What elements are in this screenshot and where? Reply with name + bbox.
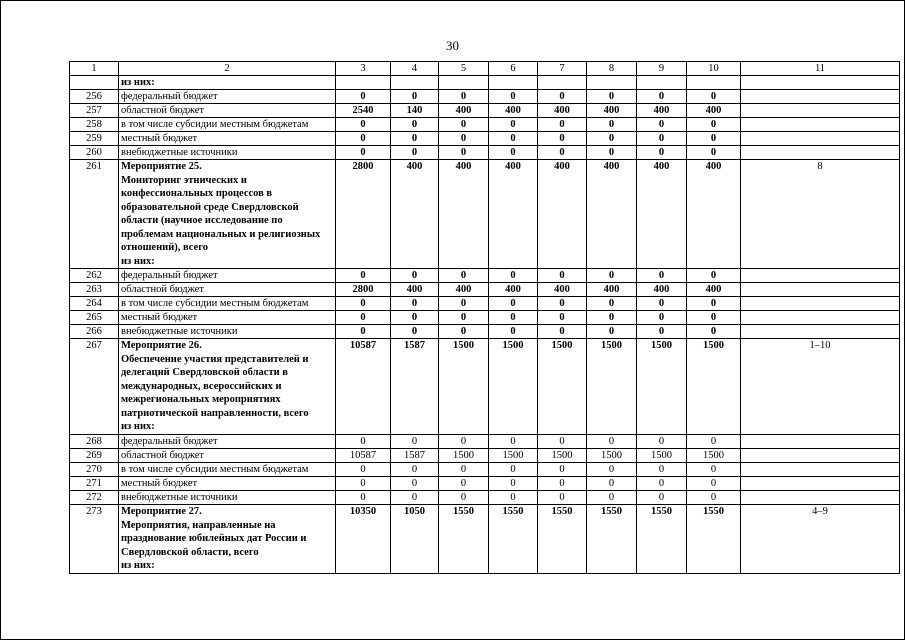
target-indicator-cell bbox=[741, 118, 900, 132]
row-number: 257 bbox=[70, 104, 119, 118]
year-value-cell: 0 bbox=[587, 297, 637, 311]
year-value-cell: 0 bbox=[336, 269, 391, 283]
year-value-cell: 400 bbox=[587, 160, 637, 269]
target-indicator-cell: 4–9 bbox=[741, 505, 900, 574]
year-value-cell: 0 bbox=[587, 435, 637, 449]
column-header: 7 bbox=[538, 62, 587, 76]
target-indicator-cell bbox=[741, 297, 900, 311]
year-value-cell: 0 bbox=[489, 311, 538, 325]
year-value-cell: 400 bbox=[637, 283, 687, 297]
year-value-cell: 400 bbox=[538, 283, 587, 297]
year-value-cell: 400 bbox=[489, 283, 538, 297]
row-number: 262 bbox=[70, 269, 119, 283]
column-header: 11 bbox=[741, 62, 900, 76]
table-row bbox=[70, 269, 900, 283]
row-name: в том числе субсидии местным бюджетам bbox=[119, 463, 336, 477]
year-value-cell: 0 bbox=[439, 491, 489, 505]
year-value-cell: 400 bbox=[587, 104, 637, 118]
year-value-cell: 0 bbox=[489, 463, 538, 477]
row-number: 263 bbox=[70, 283, 119, 297]
year-value-cell: 1500 bbox=[637, 339, 687, 435]
table-row bbox=[70, 449, 900, 463]
year-value-cell: 0 bbox=[391, 269, 439, 283]
column-header: 9 bbox=[637, 62, 687, 76]
year-value-cell: 400 bbox=[687, 283, 741, 297]
target-indicator-cell bbox=[741, 283, 900, 297]
year-value-cell: 1050 bbox=[391, 505, 439, 574]
year-value-cell: 0 bbox=[336, 146, 391, 160]
row-number: 268 bbox=[70, 435, 119, 449]
year-value-cell: 1500 bbox=[439, 339, 489, 435]
year-value-cell: 0 bbox=[538, 90, 587, 104]
row-name: федеральный бюджет bbox=[119, 90, 336, 104]
row-name: в том числе субсидии местным бюджетам bbox=[119, 118, 336, 132]
column-header: 5 bbox=[439, 62, 489, 76]
year-value-cell: 1500 bbox=[489, 449, 538, 463]
row-name: областной бюджет bbox=[119, 283, 336, 297]
year-value-cell: 0 bbox=[687, 297, 741, 311]
year-value-cell: 0 bbox=[336, 325, 391, 339]
table-row bbox=[70, 132, 900, 146]
year-value-cell: 0 bbox=[637, 269, 687, 283]
year-value-cell: 0 bbox=[637, 477, 687, 491]
year-value-cell: 0 bbox=[587, 477, 637, 491]
year-value-cell: 400 bbox=[538, 104, 587, 118]
budget-table bbox=[69, 61, 900, 574]
year-value-cell: 0 bbox=[687, 146, 741, 160]
year-value-cell: 0 bbox=[538, 325, 587, 339]
column-header: 4 bbox=[391, 62, 439, 76]
row-number: 261 bbox=[70, 160, 119, 269]
year-value-cell: 0 bbox=[687, 325, 741, 339]
year-value-cell: 0 bbox=[391, 146, 439, 160]
table-row bbox=[70, 104, 900, 118]
year-value-cell: 0 bbox=[391, 463, 439, 477]
year-value-cell: 0 bbox=[439, 146, 489, 160]
year-value-cell bbox=[439, 76, 489, 90]
year-value-cell: 1550 bbox=[538, 505, 587, 574]
year-value-cell: 0 bbox=[336, 477, 391, 491]
year-value-cell: 0 bbox=[489, 146, 538, 160]
target-indicator-cell bbox=[741, 146, 900, 160]
year-value-cell: 0 bbox=[391, 325, 439, 339]
year-value-cell: 0 bbox=[637, 132, 687, 146]
row-name: местный бюджет bbox=[119, 311, 336, 325]
year-value-cell: 0 bbox=[336, 491, 391, 505]
year-value-cell: 0 bbox=[489, 118, 538, 132]
year-value-cell: 400 bbox=[687, 160, 741, 269]
column-header: 8 bbox=[587, 62, 637, 76]
row-name: местный бюджет bbox=[119, 132, 336, 146]
row-name: местный бюджет bbox=[119, 477, 336, 491]
year-value-cell: 0 bbox=[336, 118, 391, 132]
year-value-cell: 0 bbox=[587, 90, 637, 104]
row-number: 271 bbox=[70, 477, 119, 491]
year-value-cell: 0 bbox=[489, 132, 538, 146]
year-value-cell bbox=[336, 76, 391, 90]
event-row bbox=[70, 339, 900, 435]
year-value-cell: 0 bbox=[637, 491, 687, 505]
year-value-cell: 0 bbox=[439, 269, 489, 283]
year-value-cell: 0 bbox=[391, 311, 439, 325]
year-value-cell: 0 bbox=[489, 269, 538, 283]
year-value-cell: 1500 bbox=[637, 449, 687, 463]
year-value-cell: 0 bbox=[336, 463, 391, 477]
year-value-cell: 0 bbox=[439, 311, 489, 325]
row-number: 267 bbox=[70, 339, 119, 435]
target-indicator-cell bbox=[741, 311, 900, 325]
year-value-cell: 0 bbox=[637, 118, 687, 132]
year-value-cell: 0 bbox=[439, 132, 489, 146]
year-value-cell bbox=[587, 76, 637, 90]
year-value-cell: 0 bbox=[439, 90, 489, 104]
year-value-cell: 0 bbox=[587, 491, 637, 505]
year-value-cell: 0 bbox=[391, 297, 439, 311]
year-value-cell: 400 bbox=[637, 160, 687, 269]
row-name: федеральный бюджет bbox=[119, 435, 336, 449]
year-value-cell: 0 bbox=[391, 132, 439, 146]
target-indicator-cell bbox=[741, 325, 900, 339]
year-value-cell: 0 bbox=[637, 146, 687, 160]
table-row bbox=[70, 90, 900, 104]
year-value-cell: 0 bbox=[538, 491, 587, 505]
year-value-cell: 0 bbox=[637, 435, 687, 449]
year-value-cell: 0 bbox=[687, 118, 741, 132]
year-value-cell: 400 bbox=[489, 160, 538, 269]
year-value-cell: 1550 bbox=[587, 505, 637, 574]
target-indicator-cell bbox=[741, 491, 900, 505]
year-value-cell: 400 bbox=[439, 283, 489, 297]
row-number: 258 bbox=[70, 118, 119, 132]
year-value-cell: 0 bbox=[439, 118, 489, 132]
year-value-cell: 0 bbox=[538, 118, 587, 132]
year-value-cell: 0 bbox=[587, 146, 637, 160]
table-row bbox=[70, 283, 900, 297]
row-name: из них: bbox=[119, 76, 336, 90]
row-number: 264 bbox=[70, 297, 119, 311]
year-value-cell: 0 bbox=[637, 297, 687, 311]
row-name: Мероприятие 27. Мероприятия, направленные на празднование юбилейных дат России и Свердловской области, всего из них: bbox=[119, 505, 336, 574]
year-value-cell bbox=[538, 76, 587, 90]
year-value-cell: 400 bbox=[538, 160, 587, 269]
year-value-cell: 1500 bbox=[687, 339, 741, 435]
target-indicator-cell: 1–10 bbox=[741, 339, 900, 435]
table-row bbox=[70, 76, 900, 90]
table-header-row bbox=[70, 62, 900, 76]
year-value-cell: 400 bbox=[637, 104, 687, 118]
row-name: Мероприятие 26. Обеспечение участия представителей и делегаций Свердловской области в международных, всероссийских и межрегиональных мероприятиях патриотической направленности, всего из них: bbox=[119, 339, 336, 435]
year-value-cell: 0 bbox=[687, 477, 741, 491]
year-value-cell: 400 bbox=[391, 283, 439, 297]
target-indicator-cell bbox=[741, 132, 900, 146]
row-number: 266 bbox=[70, 325, 119, 339]
year-value-cell: 1500 bbox=[687, 449, 741, 463]
year-value-cell: 1500 bbox=[587, 339, 637, 435]
year-value-cell: 1550 bbox=[637, 505, 687, 574]
year-value-cell: 0 bbox=[391, 435, 439, 449]
year-value-cell: 0 bbox=[538, 132, 587, 146]
year-value-cell: 0 bbox=[336, 311, 391, 325]
target-indicator-cell bbox=[741, 269, 900, 283]
target-indicator-cell bbox=[741, 463, 900, 477]
year-value-cell: 0 bbox=[637, 311, 687, 325]
year-value-cell: 0 bbox=[538, 435, 587, 449]
year-value-cell: 2800 bbox=[336, 283, 391, 297]
target-indicator-cell bbox=[741, 477, 900, 491]
year-value-cell: 0 bbox=[538, 297, 587, 311]
row-name: внебюджетные источники bbox=[119, 325, 336, 339]
year-value-cell: 0 bbox=[587, 269, 637, 283]
row-number: 270 bbox=[70, 463, 119, 477]
year-value-cell: 0 bbox=[489, 325, 538, 339]
year-value-cell: 0 bbox=[587, 132, 637, 146]
year-value-cell: 0 bbox=[391, 477, 439, 491]
year-value-cell: 0 bbox=[489, 477, 538, 491]
row-name: областной бюджет bbox=[119, 449, 336, 463]
column-header: 6 bbox=[489, 62, 538, 76]
year-value-cell: 0 bbox=[687, 90, 741, 104]
year-value-cell: 10587 bbox=[336, 339, 391, 435]
year-value-cell: 0 bbox=[637, 90, 687, 104]
event-row bbox=[70, 160, 900, 269]
table-row bbox=[70, 297, 900, 311]
year-value-cell: 0 bbox=[687, 435, 741, 449]
row-name: внебюджетные источники bbox=[119, 146, 336, 160]
year-value-cell: 0 bbox=[489, 435, 538, 449]
table-row bbox=[70, 477, 900, 491]
year-value-cell: 0 bbox=[687, 463, 741, 477]
year-value-cell: 1550 bbox=[489, 505, 538, 574]
event-row bbox=[70, 505, 900, 574]
year-value-cell: 400 bbox=[439, 104, 489, 118]
year-value-cell: 0 bbox=[587, 118, 637, 132]
year-value-cell: 10350 bbox=[336, 505, 391, 574]
year-value-cell: 0 bbox=[489, 90, 538, 104]
target-indicator-cell bbox=[741, 104, 900, 118]
row-name: внебюджетные источники bbox=[119, 491, 336, 505]
column-header: 10 bbox=[687, 62, 741, 76]
year-value-cell bbox=[687, 76, 741, 90]
table-row bbox=[70, 325, 900, 339]
year-value-cell: 2800 bbox=[336, 160, 391, 269]
table-row bbox=[70, 491, 900, 505]
table-row bbox=[70, 463, 900, 477]
year-value-cell: 0 bbox=[439, 435, 489, 449]
year-value-cell: 0 bbox=[687, 491, 741, 505]
year-value-cell: 0 bbox=[391, 118, 439, 132]
year-value-cell: 1587 bbox=[391, 339, 439, 435]
table-row bbox=[70, 118, 900, 132]
row-number: 265 bbox=[70, 311, 119, 325]
year-value-cell: 0 bbox=[687, 132, 741, 146]
year-value-cell: 400 bbox=[439, 160, 489, 269]
year-value-cell: 0 bbox=[336, 90, 391, 104]
table-row bbox=[70, 146, 900, 160]
year-value-cell: 0 bbox=[439, 297, 489, 311]
year-value-cell: 0 bbox=[687, 311, 741, 325]
page-number: 30 bbox=[446, 38, 459, 53]
year-value-cell: 0 bbox=[336, 132, 391, 146]
column-header: 3 bbox=[336, 62, 391, 76]
target-indicator-cell bbox=[741, 76, 900, 90]
row-number: 269 bbox=[70, 449, 119, 463]
year-value-cell bbox=[391, 76, 439, 90]
year-value-cell: 400 bbox=[687, 104, 741, 118]
row-number: 259 bbox=[70, 132, 119, 146]
year-value-cell: 0 bbox=[439, 477, 489, 491]
target-indicator-cell bbox=[741, 449, 900, 463]
table-row bbox=[70, 311, 900, 325]
year-value-cell: 0 bbox=[538, 477, 587, 491]
table-body bbox=[70, 76, 900, 574]
year-value-cell: 0 bbox=[538, 146, 587, 160]
table-row bbox=[70, 435, 900, 449]
year-value-cell bbox=[637, 76, 687, 90]
year-value-cell: 0 bbox=[489, 297, 538, 311]
row-name: федеральный бюджет bbox=[119, 269, 336, 283]
year-value-cell: 140 bbox=[391, 104, 439, 118]
year-value-cell: 0 bbox=[336, 297, 391, 311]
column-header: 1 bbox=[70, 62, 119, 76]
year-value-cell: 0 bbox=[637, 325, 687, 339]
row-number: 273 bbox=[70, 505, 119, 574]
year-value-cell: 0 bbox=[439, 463, 489, 477]
year-value-cell: 0 bbox=[391, 90, 439, 104]
year-value-cell: 400 bbox=[489, 104, 538, 118]
row-name: Мероприятие 25. Мониторинг этнических и конфессиональных процессов в образовательной среде Свердловской области (научное исследование по проблемам национальных и религиозных отношений), всего из них: bbox=[119, 160, 336, 269]
year-value-cell: 400 bbox=[587, 283, 637, 297]
year-value-cell: 400 bbox=[391, 160, 439, 269]
row-number: 272 bbox=[70, 491, 119, 505]
year-value-cell: 0 bbox=[391, 491, 439, 505]
year-value-cell: 0 bbox=[538, 311, 587, 325]
year-value-cell: 1500 bbox=[489, 339, 538, 435]
year-value-cell: 1500 bbox=[587, 449, 637, 463]
target-indicator-cell bbox=[741, 90, 900, 104]
year-value-cell: 1550 bbox=[439, 505, 489, 574]
row-name: областной бюджет bbox=[119, 104, 336, 118]
year-value-cell: 0 bbox=[587, 325, 637, 339]
year-value-cell: 0 bbox=[587, 311, 637, 325]
year-value-cell: 0 bbox=[489, 491, 538, 505]
year-value-cell: 2540 bbox=[336, 104, 391, 118]
row-number: 256 bbox=[70, 90, 119, 104]
year-value-cell bbox=[489, 76, 538, 90]
year-value-cell: 1500 bbox=[538, 339, 587, 435]
year-value-cell: 1500 bbox=[439, 449, 489, 463]
year-value-cell: 0 bbox=[439, 325, 489, 339]
target-indicator-cell bbox=[741, 435, 900, 449]
row-number bbox=[70, 76, 119, 90]
year-value-cell: 1587 bbox=[391, 449, 439, 463]
column-header: 2 bbox=[119, 62, 336, 76]
row-number: 260 bbox=[70, 146, 119, 160]
year-value-cell: 1500 bbox=[538, 449, 587, 463]
year-value-cell: 0 bbox=[538, 463, 587, 477]
row-name: в том числе субсидии местным бюджетам bbox=[119, 297, 336, 311]
year-value-cell: 0 bbox=[587, 463, 637, 477]
year-value-cell: 0 bbox=[538, 269, 587, 283]
target-indicator-cell: 8 bbox=[741, 160, 900, 269]
year-value-cell: 0 bbox=[637, 463, 687, 477]
year-value-cell: 0 bbox=[687, 269, 741, 283]
year-value-cell: 1550 bbox=[687, 505, 741, 574]
year-value-cell: 10587 bbox=[336, 449, 391, 463]
year-value-cell: 0 bbox=[336, 435, 391, 449]
